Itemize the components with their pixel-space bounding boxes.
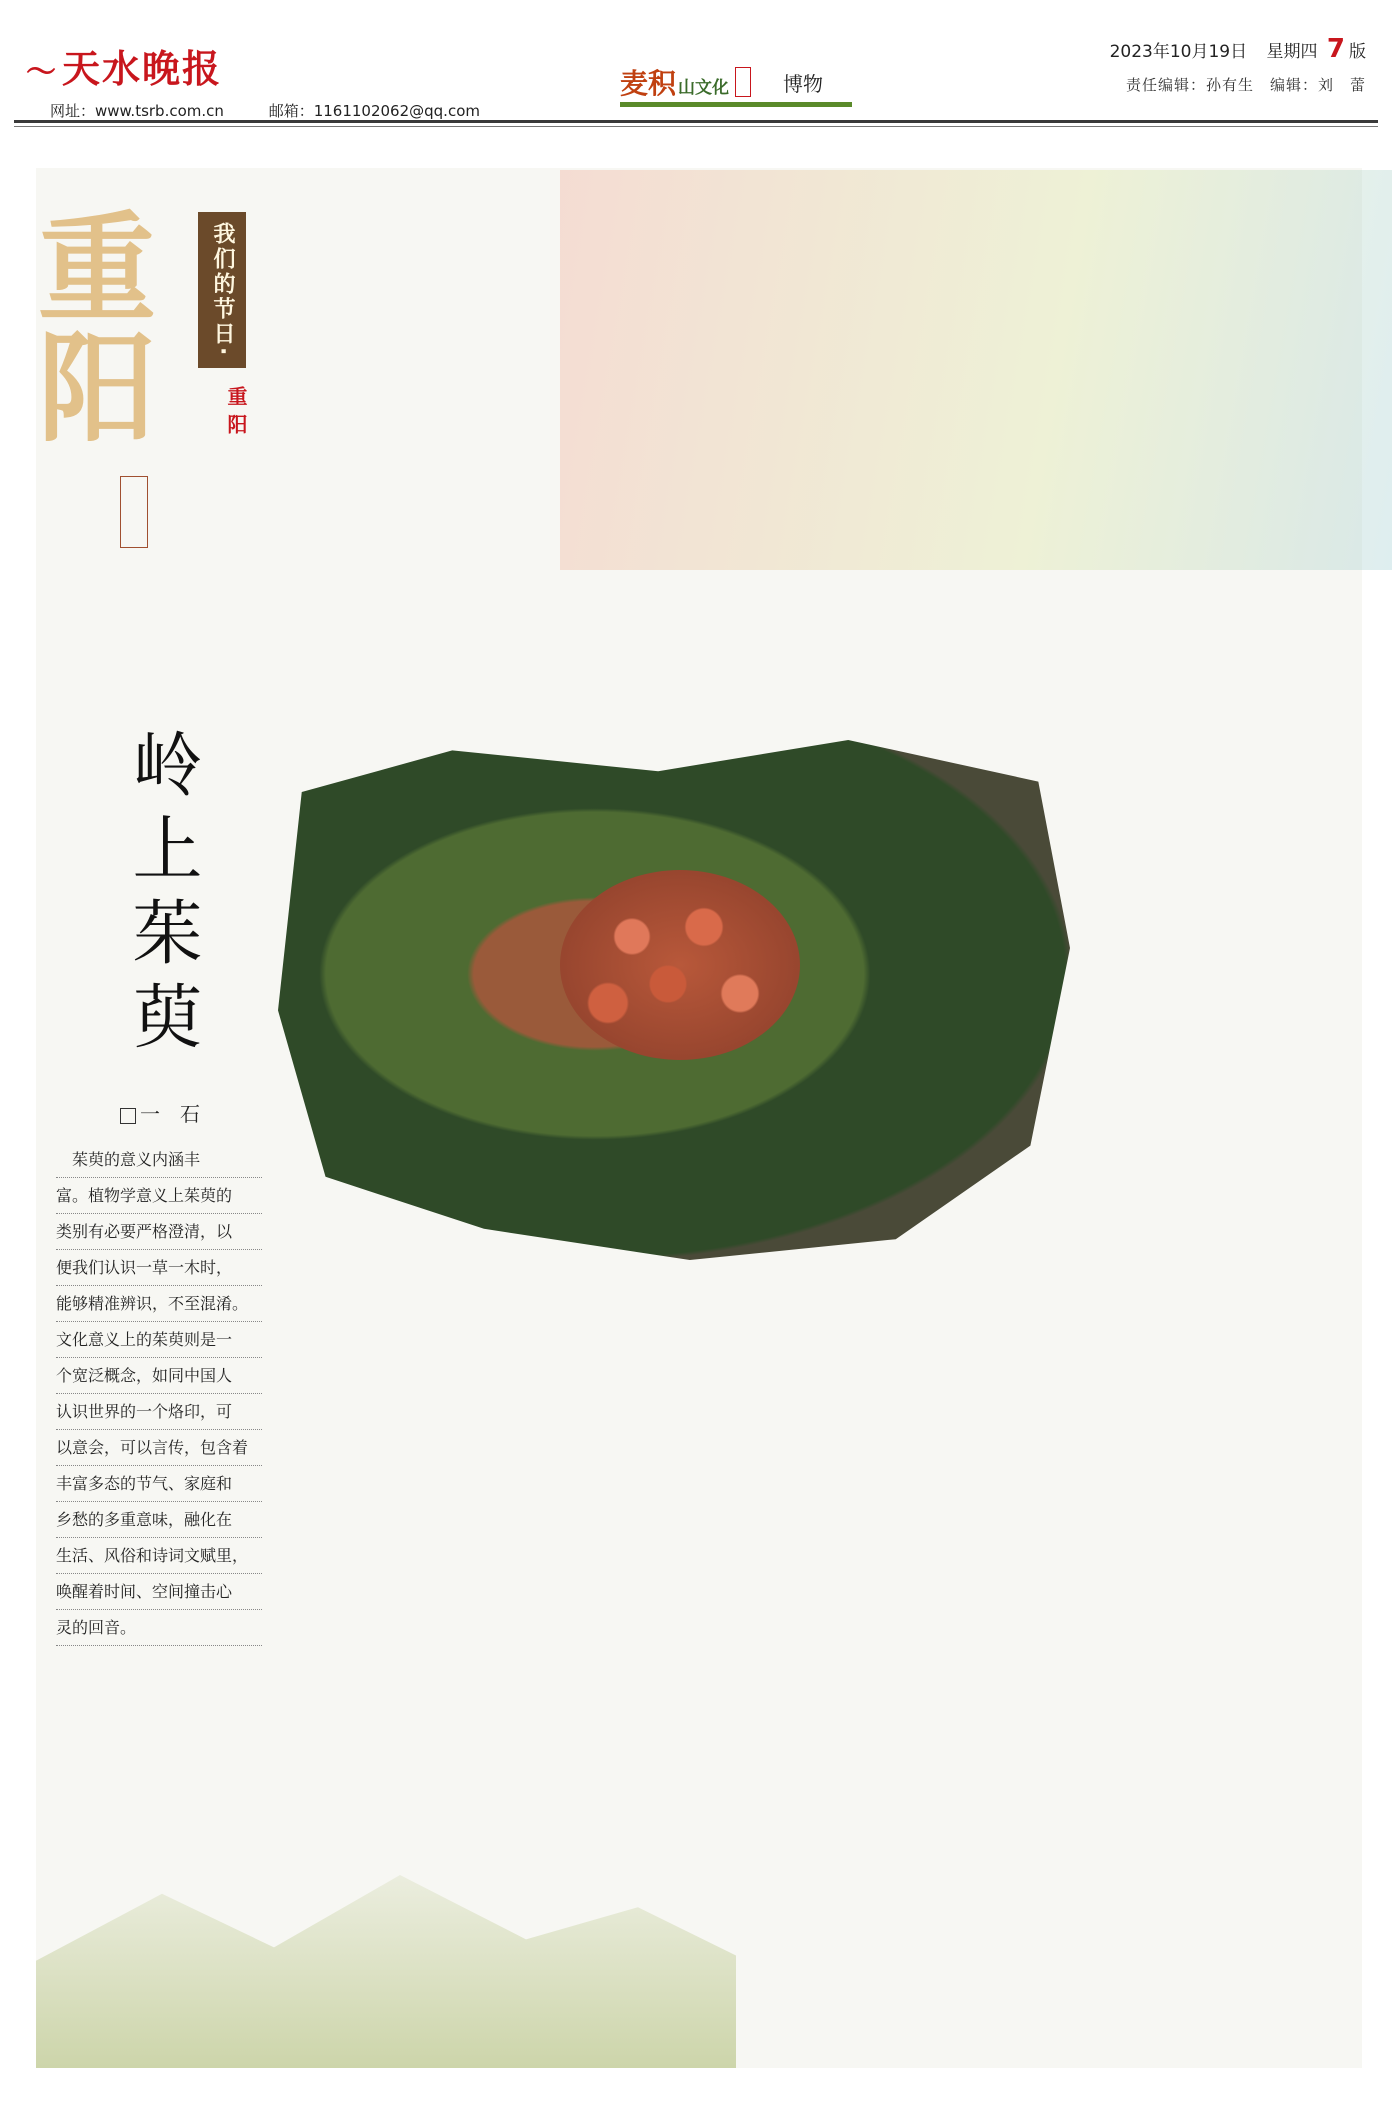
- website-text: 网址：www.tsrb.com.cn: [50, 102, 224, 120]
- issue-weekday: 星期四: [1266, 42, 1318, 62]
- masthead: [0, 0, 1392, 120]
- lead-line: 丰富多态的节气、家庭和: [56, 1466, 262, 1502]
- body-column: [312, 196, 630, 716]
- header-rule-thin: [14, 126, 1378, 127]
- body-column: [664, 1292, 982, 2008]
- lead-line: 茱萸的意义内涵丰: [56, 1142, 262, 1178]
- brand-name: [620, 62, 729, 102]
- brand-main: 麦积: [620, 67, 677, 100]
- page-number: 7: [1326, 34, 1345, 64]
- editors-line: 责任编辑：孙有生 编辑：刘 蕾: [1125, 76, 1366, 94]
- lead-line: 唤醒着时间、空间撞击心: [56, 1574, 262, 1610]
- issue-date: 2023年10月19日: [1109, 42, 1248, 62]
- lead-line: 乡愁的多重意味，融化在: [56, 1502, 262, 1538]
- brand-sub: 山文化: [678, 78, 730, 98]
- section-underline: [620, 102, 852, 107]
- lead-box: [56, 1142, 262, 1646]
- section-name: 博物: [783, 71, 824, 96]
- decorative-title-char: 重: [38, 199, 157, 338]
- lead-line: 认识世界的一个烙印，可: [56, 1394, 262, 1430]
- lead-line: 富。植物学意义上茱萸的: [56, 1178, 262, 1214]
- berry-cluster: [560, 870, 800, 1060]
- seal-icon: [735, 67, 751, 97]
- lead-line: 灵的回音。: [56, 1610, 262, 1646]
- body-column: [664, 196, 982, 716]
- logo-text: 天水晚报: [62, 46, 223, 91]
- lead-line: 文化意义上的茱萸则是一: [56, 1322, 262, 1358]
- lead-line: 能够精准辨识，不至混淆。: [56, 1286, 262, 1322]
- body-column: [312, 1292, 630, 2008]
- lead-line: 生活、风俗和诗词文赋里，: [56, 1538, 262, 1574]
- lead-line: 类别有必要严格澄清，以: [56, 1214, 262, 1250]
- byline: [120, 1098, 200, 1127]
- byline-box-icon: [120, 1108, 136, 1124]
- lead-line: 以意会，可以言传，包含着: [56, 1430, 262, 1466]
- body-column: [1014, 196, 1332, 1976]
- section-header: [620, 62, 823, 102]
- decorative-title-char: 阳: [38, 319, 157, 458]
- email-text: 邮箱：1161102062@qq.com: [268, 102, 480, 120]
- contact-line: [50, 100, 520, 121]
- newspaper-logo: [26, 38, 222, 93]
- logo-swirl-icon: 〜: [26, 55, 58, 90]
- red-seal-stamp: [120, 476, 148, 548]
- date-block: [1110, 34, 1366, 95]
- column-tag: 我们的节日·: [198, 212, 246, 368]
- lead-line: 个宽泛概念，如同中国人: [56, 1358, 262, 1394]
- page-unit: 版: [1349, 42, 1366, 62]
- lead-line: 便我们认识一草一木时，: [56, 1250, 262, 1286]
- column-tag-sub: 重阳: [224, 386, 248, 442]
- author-name: 一 石: [140, 1102, 200, 1126]
- header-rule: [14, 120, 1378, 123]
- article-title: 岭上茱萸: [121, 728, 203, 1064]
